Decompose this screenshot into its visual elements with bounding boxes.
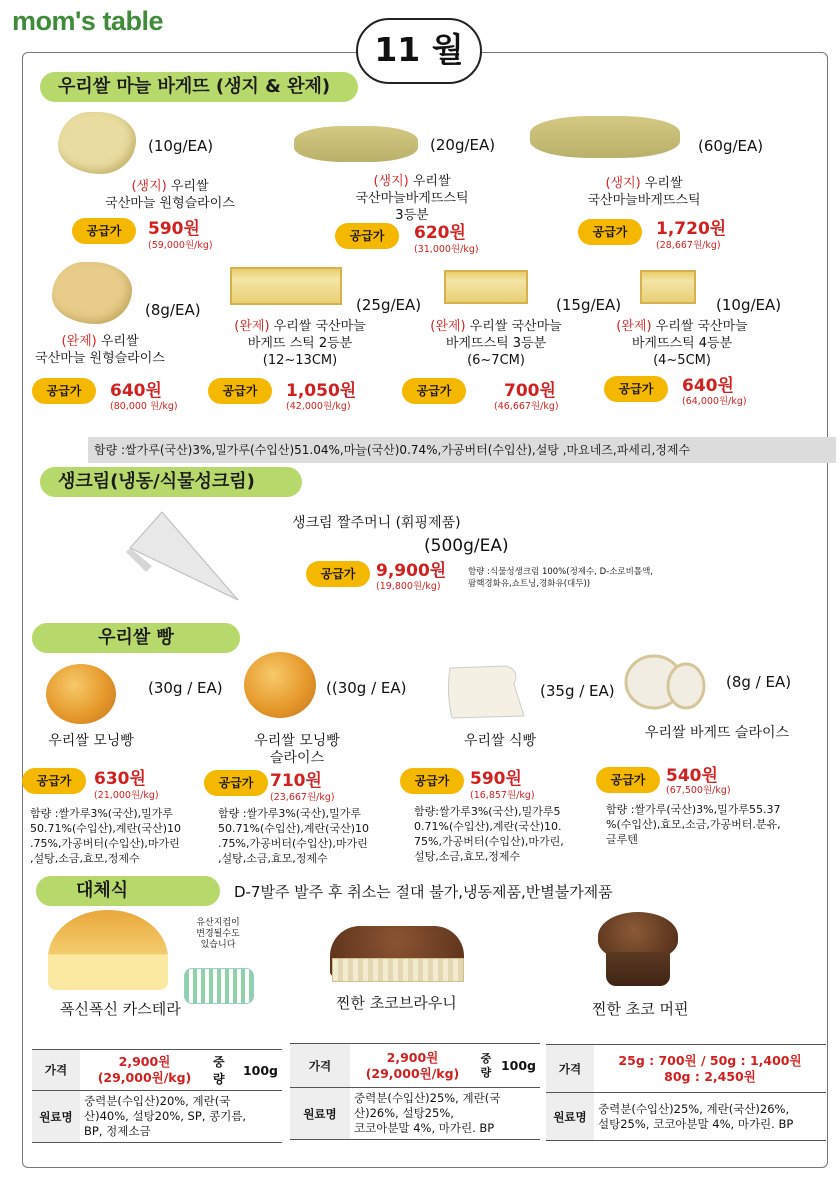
supply-price-pill: 공급가 bbox=[578, 219, 642, 245]
supply-price-pill: 공급가 bbox=[208, 378, 272, 404]
weight-cell: 100g bbox=[239, 1050, 282, 1091]
garlic-stick-image bbox=[530, 116, 680, 158]
piping-bag-image bbox=[112, 500, 248, 604]
morning-bread-image bbox=[46, 664, 116, 724]
cream-price: 9,900원 bbox=[376, 561, 447, 581]
origin-label: 원료명 bbox=[32, 1091, 80, 1143]
item-price: 540원 bbox=[666, 766, 718, 786]
brownie-wrapper bbox=[332, 958, 464, 982]
item-price-per-kg: (67,500원/kg) bbox=[666, 785, 731, 796]
supply-price-pill: 공급가 bbox=[22, 768, 86, 794]
muffin-table bbox=[546, 1044, 826, 1141]
item-ingredients: 함량 :쌀가루(국산)3%,밀가루55.37 %(수입산),효모,소금,가공버터.분유, 글루텐 bbox=[606, 803, 781, 846]
item-name: (완제) 우리쌀 국산마늘 원형슬라이스 bbox=[35, 334, 165, 366]
price-cell: 2,900원 (29,000원/kg) bbox=[80, 1050, 209, 1091]
paper-cup-image bbox=[184, 968, 254, 1004]
item-ingredients: 함량 :쌀가루3%(국산),밀가루 50.71%(수입산),계란(국산)10 .75%,가공버터(수입산),마가린 ,설탕,소금,효모,정제수 bbox=[218, 807, 369, 865]
item-ingredients: 함량:쌀가루3%(국산),밀가루5 0.71%(수입산),계란(국산)10. 75%,가공버터(수입산),마가린, 설탕,소금,효모,정제수 bbox=[414, 805, 564, 863]
item-price-per-kg: (21,000원/kg) bbox=[94, 790, 159, 801]
item-weight: (35g / EA) bbox=[540, 682, 615, 700]
item-ingredients: 함량 :쌀가루3%(국산),밀가루 50.71%(수입산),계란(국산)10 .75%,가공버터(수입산),마가린 ,설탕,소금,효모,정제수 bbox=[30, 807, 181, 865]
item-name: (생지) 우리쌀 국산마늘바게뜨스틱 3등분 bbox=[355, 174, 469, 223]
item-weight: (20g/EA) bbox=[430, 136, 496, 154]
item-name: (완제) 우리쌀 국산마늘 바게뜨 스틱 2등분 (12~13CM) bbox=[234, 319, 366, 368]
item-price-per-kg: (31,000원/kg) bbox=[414, 244, 479, 255]
weight-label: 중량 bbox=[209, 1050, 239, 1091]
item-name: 우리쌀 바게뜨 슬라이스 bbox=[644, 725, 790, 741]
item-price-per-kg: (80,000 원/kg) bbox=[110, 401, 178, 412]
item-name: 우리쌀 모닝빵 슬라이스 bbox=[254, 733, 340, 766]
order-notice: D-7발주 발주 후 취소는 절대 불가,냉동제품,반별불가제품 bbox=[234, 883, 613, 901]
item-price-per-kg: (42,000원/kg) bbox=[286, 401, 351, 412]
garlic-round-slice-baked-image bbox=[52, 262, 132, 324]
item-price-per-kg: (59,000원/kg) bbox=[148, 240, 213, 251]
price-cell: 2,900원 (29,000원/kg) bbox=[350, 1044, 475, 1088]
garlic-stick-third-baked-image bbox=[444, 270, 528, 304]
supply-price-pill: 공급가 bbox=[306, 561, 370, 587]
item-price: 710원 bbox=[270, 771, 322, 791]
item-name: (완제) 우리쌀 국산마늘 바게뜨스틱 4등분 (4~5CM) bbox=[616, 319, 748, 368]
supply-price-pill: 공급가 bbox=[204, 770, 268, 796]
price-label: 가격 bbox=[32, 1050, 80, 1091]
item-name: 우리쌀 모닝빵 bbox=[48, 733, 134, 749]
supply-price-pill: 공급가 bbox=[596, 767, 660, 793]
item-weight: (15g/EA) bbox=[556, 296, 622, 314]
item-weight: (8g / EA) bbox=[726, 673, 792, 691]
item-price: 640원 bbox=[110, 381, 162, 401]
brand-logo: mom's table bbox=[12, 6, 163, 36]
item-price: 700원 bbox=[504, 381, 556, 401]
item-price-per-kg: (64,000원/kg) bbox=[682, 396, 747, 407]
item-weight: (10g/EA) bbox=[716, 296, 782, 314]
muffin-base bbox=[606, 952, 670, 986]
origin-label: 원료명 bbox=[546, 1093, 594, 1141]
alt-item-name: 찐한 초코 머핀 bbox=[592, 1000, 689, 1018]
item-price: 590원 bbox=[148, 219, 200, 239]
supply-price-pill: 공급가 bbox=[604, 376, 668, 402]
section-title-bread: 우리쌀 빵 bbox=[32, 623, 240, 653]
supply-price-pill: 공급가 bbox=[72, 218, 136, 244]
item-name: (생지) 우리쌀 국산마늘바게뜨스틱 bbox=[587, 176, 701, 208]
garlic-stick-third-image bbox=[294, 126, 418, 162]
section-title-cream: 생크림(냉동/식물성크림) bbox=[40, 467, 302, 497]
item-name: (생지) 우리쌀 국산마늘 원형슬라이스 bbox=[105, 179, 235, 211]
item-weight: ((30g / EA) bbox=[326, 679, 407, 697]
supply-price-pill: 공급가 bbox=[32, 378, 96, 404]
baguette-slice-image bbox=[624, 648, 708, 712]
item-price: 620원 bbox=[414, 223, 466, 243]
garlic-ingredients: 함량 :쌀가루(국산)3%,밀가루(수입산)51.04%,마늘(국산)0.74%,가공버터(수입산),설탕 ,마요네즈,파세리,정제수 bbox=[88, 437, 836, 463]
item-price: 1,720원 bbox=[656, 219, 727, 239]
item-weight: (30g / EA) bbox=[148, 679, 223, 697]
weight-cell: 100g bbox=[497, 1044, 540, 1088]
white-bread-image bbox=[444, 662, 528, 722]
cream-name: 생크림 짤주머니 (휘핑제품) bbox=[292, 515, 461, 531]
price-label: 가격 bbox=[546, 1045, 594, 1093]
item-name: 우리쌀 식빵 bbox=[463, 733, 537, 749]
item-price: 630원 bbox=[94, 769, 146, 789]
alt-item-name: 폭신폭신 카스테라 bbox=[60, 1000, 181, 1018]
cream-weight: (500g/EA) bbox=[424, 536, 509, 556]
origin-cell: 중력분(수입산)25%, 계란(국 산)26%, 설탕25%, 코코아분말 4%, 마가린. BP bbox=[350, 1088, 540, 1140]
section-title-alt: 대체식 bbox=[36, 876, 220, 906]
item-price: 1,050원 bbox=[286, 381, 357, 401]
item-price-per-kg: (46,667원/kg) bbox=[494, 401, 559, 412]
origin-label: 원료명 bbox=[290, 1088, 350, 1140]
supply-price-pill: 공급가 bbox=[400, 768, 464, 794]
weight-label: 중 량 bbox=[475, 1044, 497, 1088]
cup-change-note: 유산지컵이 변경될수도 있습니다 bbox=[196, 918, 240, 950]
supply-price-pill: 공급가 bbox=[402, 378, 466, 404]
brownie-table bbox=[290, 1043, 540, 1140]
month-badge: 11 월 bbox=[356, 18, 482, 84]
origin-cell: 중력분(수입산)25%, 계란(국산)26%, 설탕25%, 코코아분말 4%, 마가린. BP bbox=[594, 1093, 826, 1141]
cream-price-per-kg: (19,800원/kg) bbox=[376, 581, 441, 592]
item-price: 590원 bbox=[470, 769, 522, 789]
section-title-garlic: 우리쌀 마늘 바게뜨 (생지 & 완제) bbox=[40, 72, 358, 102]
castella-table bbox=[32, 1049, 282, 1143]
garlic-round-slice-image bbox=[58, 112, 136, 174]
item-weight: (10g/EA) bbox=[148, 137, 214, 155]
garlic-stick-quarter-image bbox=[640, 270, 696, 304]
item-price-per-kg: (28,667원/kg) bbox=[656, 240, 721, 251]
item-weight: (8g/EA) bbox=[145, 301, 201, 319]
price-cell: 25g : 700원 / 50g : 1,400원 80g : 2,450원 bbox=[594, 1045, 826, 1093]
origin-cell: 중력분(수입산)20%, 계란(국 산)40%, 설탕20%, SP, 콩기름, BP, 정제소금 bbox=[80, 1091, 282, 1143]
garlic-stick-half-image bbox=[230, 267, 342, 305]
item-price: 640원 bbox=[682, 376, 734, 396]
alt-item-name: 찐한 초코브라우니 bbox=[336, 994, 457, 1012]
cream-ingredients: 함량 :식물성생크림 100%(정제수, D-소로비톨액, 팜핵경화유,쇼트닝,경화유(대두)) bbox=[468, 567, 653, 589]
item-name: (완제) 우리쌀 국산마늘 바게뜨스틱 3등분 (6~7CM) bbox=[430, 319, 562, 368]
item-weight: (25g/EA) bbox=[356, 296, 422, 314]
item-price-per-kg: (16,857원/kg) bbox=[470, 790, 535, 801]
item-price-per-kg: (23,667원/kg) bbox=[270, 792, 335, 803]
item-weight: (60g/EA) bbox=[698, 137, 764, 155]
price-label: 가격 bbox=[290, 1044, 350, 1088]
morning-bread-slice-image bbox=[244, 652, 316, 718]
supply-price-pill: 공급가 bbox=[335, 223, 399, 249]
